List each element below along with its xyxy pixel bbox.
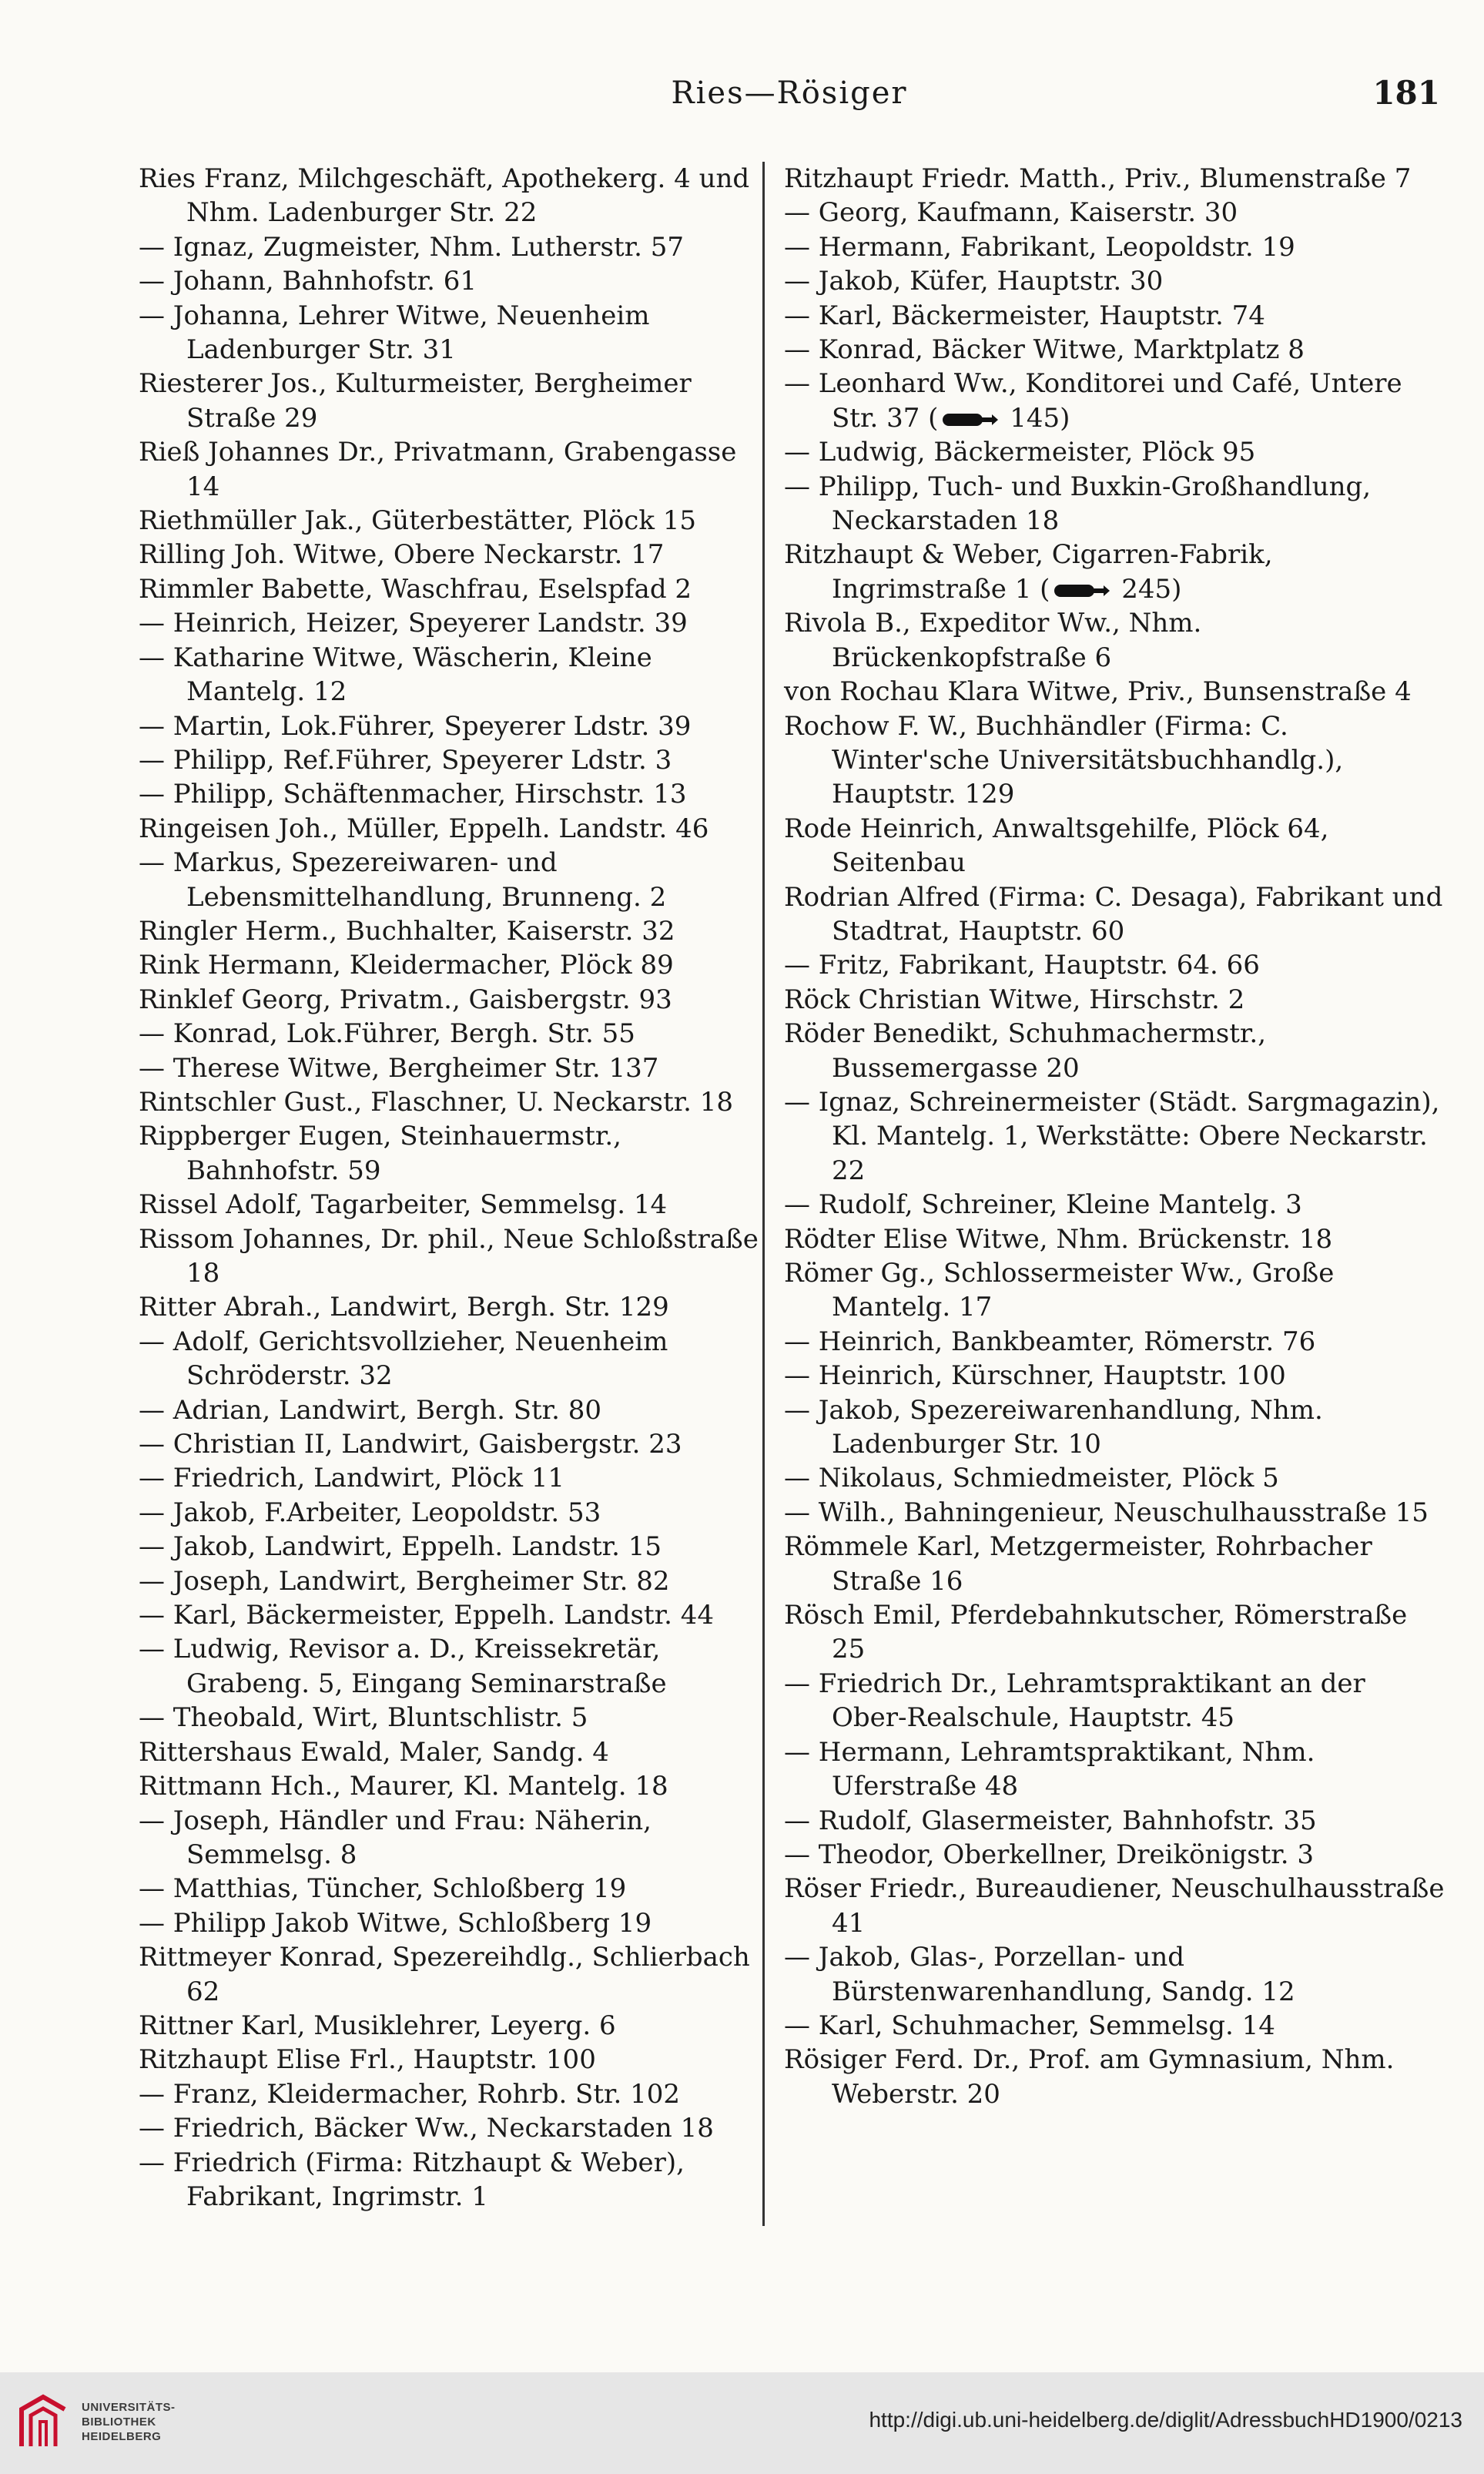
- entry-text-closing: ): [1060, 402, 1070, 434]
- directory-entry: Ritter Abrah., Landwirt, Bergh. Str. 129: [139, 1292, 669, 1323]
- entry-text: — Friedrich Dr., Lehramtspraktikant an der Ober-Realschule, Hauptstr. 45: [784, 1668, 1365, 1734]
- directory-entry: [784, 1085, 1446, 1188]
- directory-entry: — Katharine Witwe, Wäscherin, Kleine Mantelg. 12: [139, 642, 652, 708]
- directory-entry: — Ludwig, Revisor a. D., Kreissekretär, Grabeng. 5, Eingang Seminarstraße: [139, 1634, 667, 1699]
- directory-entry: — Franz, Kleidermacher, Rohrb. Str. 102: [139, 2078, 681, 2110]
- directory-entry: [784, 367, 1446, 435]
- directory-entry: Rintschler Gust., Flaschner, U. Neckarstr. 18: [139, 1086, 734, 1118]
- directory-entry: Rieß Johannes Dr., Privatmann, Grabengasse 14: [139, 437, 737, 502]
- directory-entry: [784, 1530, 1446, 1598]
- directory-entry: Rilling Joh. Witwe, Obere Neckarstr. 17: [139, 539, 665, 571]
- directory-entry: Riesterer Jos., Kulturmeister, Bergheimer Straße 29: [139, 368, 692, 434]
- running-head: Ries—Rösiger: [671, 75, 908, 111]
- entry-text: — Fritz, Fabrikant, Hauptstr. 64. 66: [784, 950, 1260, 981]
- entry-text: — Georg, Kaufmann, Kaiserstr. 30: [784, 197, 1238, 229]
- directory-entry: [784, 1461, 1446, 1495]
- directory-entry: [784, 1667, 1446, 1735]
- entry-text: — Karl, Bäckermeister, Hauptstr. 74: [784, 300, 1265, 331]
- directory-entry: [784, 2043, 1446, 2111]
- directory-entry: [784, 1838, 1446, 1872]
- directory-entry: [784, 1222, 1446, 1256]
- directory-entry: [784, 675, 1446, 709]
- directory-entry: — Joseph, Landwirt, Bergheimer Str. 82: [139, 1565, 670, 1597]
- entry-text: Rödter Elise Witwe, Nhm. Brückenstr. 18: [784, 1223, 1333, 1255]
- directory-entry: [784, 470, 1446, 538]
- entry-text: Rode Heinrich, Anwaltsgehilfe, Plöck 64, Seitenbau: [784, 813, 1329, 879]
- directory-entry: — Johanna, Lehrer Witwe, Neuenheim Ladenburger Str. 31: [139, 300, 650, 366]
- directory-entry: [784, 264, 1446, 298]
- directory-entry: Rissel Adolf, Tagarbeiter, Semmelsg. 14: [139, 1189, 668, 1221]
- directory-entry: Rink Hermann, Kleidermacher, Plöck 89: [139, 950, 674, 981]
- directory-entry: [784, 1393, 1446, 1462]
- directory-entry: [784, 538, 1446, 606]
- entry-text: — Wilh., Bahningenieur, Neuschulhausstraße 15: [784, 1497, 1429, 1528]
- entry-text: Römer Gg., Schlossermeister Ww., Große Mantelg. 17: [784, 1258, 1335, 1323]
- directory-entry: Ries Franz, Milchgeschäft, Apothekerg. 4 und Nhm. Ladenburger Str. 22: [139, 163, 750, 229]
- library-logo[interactable]: [15, 2392, 193, 2454]
- entry-text: — Hermann, Fabrikant, Leopoldstr. 19: [784, 231, 1295, 263]
- directory-entry: Rinklef Georg, Privatm., Gaisbergstr. 93: [139, 984, 672, 1015]
- library-logo-icon: [15, 2392, 71, 2454]
- directory-entry: — Adrian, Landwirt, Bergh. Str. 80: [139, 1394, 602, 1426]
- directory-entry: [784, 880, 1446, 949]
- left-column: [139, 162, 770, 2214]
- directory-entry: — Theobald, Wirt, Bluntschlistr. 5: [139, 1702, 588, 1734]
- directory-entry: Ringeisen Joh., Müller, Eppelh. Landstr. 46: [139, 813, 709, 844]
- directory-entry: Ringler Herm., Buchhalter, Kaiserstr. 32: [139, 915, 675, 947]
- directory-entry: Rittmeyer Konrad, Spezereihdlg., Schlierbach 62: [139, 1942, 750, 2007]
- page-number: 181: [1372, 74, 1440, 112]
- directory-entry: [784, 435, 1446, 469]
- directory-entry: [784, 1359, 1446, 1393]
- entry-text: Rösiger Ferd. Dr., Prof. am Gymnasium, Nhm. Weberstr. 20: [784, 2044, 1395, 2110]
- entry-text: — Konrad, Bäcker Witwe, Marktplatz 8: [784, 334, 1305, 366]
- entry-text: Röser Friedr., Bureaudiener, Neuschulhausstraße 41: [784, 1873, 1445, 1939]
- entry-text: — Rudolf, Schreiner, Kleine Mantelg. 3: [784, 1189, 1302, 1221]
- entry-text: — Nikolaus, Schmiedmeister, Plöck 5: [784, 1463, 1279, 1494]
- directory-entry: [784, 1496, 1446, 1530]
- phone-number: 245: [1113, 573, 1172, 605]
- directory-entry: [784, 1735, 1446, 1804]
- directory-entry: [784, 1325, 1446, 1359]
- entry-text-closing: ): [1171, 573, 1182, 605]
- directory-entry: Riethmüller Jak., Güterbestätter, Plöck 15: [139, 505, 697, 537]
- entry-text: — Jakob, Glas-, Porzellan- und Bürstenwarenhandlung, Sandg. 12: [784, 1942, 1295, 2007]
- directory-entry: Rittershaus Ewald, Maler, Sandg. 4: [139, 1736, 609, 1768]
- telephone-icon: [940, 410, 1000, 430]
- entry-text: — Jakob, Spezereiwarenhandlung, Nhm. Ladenburger Str. 10: [784, 1394, 1323, 1460]
- directory-entry: — Friedrich, Bäcker Ww., Neckarstaden 18: [139, 2113, 714, 2144]
- directory-entry: — Martin, Lok.Führer, Speyerer Ldstr. 39: [139, 710, 692, 742]
- directory-entry: [784, 983, 1446, 1017]
- directory-entry: — Karl, Bäckermeister, Eppelh. Landstr. 44: [139, 1600, 714, 1631]
- entry-text: Römmele Karl, Metzgermeister, Rohrbacher Straße 16: [784, 1531, 1372, 1597]
- directory-entry: — Matthias, Tüncher, Schloßberg 19: [139, 1873, 627, 1905]
- library-name: [82, 2400, 176, 2444]
- directory-entry: [784, 812, 1446, 880]
- directory-entry: [784, 299, 1446, 333]
- entry-text: Röck Christian Witwe, Hirschstr. 2: [784, 984, 1245, 1015]
- directory-entry: Rittner Karl, Musiklehrer, Leyerg. 6: [139, 2010, 616, 2041]
- entry-text: — Karl, Schuhmacher, Semmelsg. 14: [784, 2010, 1275, 2041]
- column-divider: [762, 162, 765, 2226]
- entry-text: Rivola B., Expeditor Ww., Nhm. Brückenkopfstraße 6: [784, 608, 1202, 673]
- directory-entry: — Joseph, Händler und Frau: Näherin, Semmelsg. 8: [139, 1805, 652, 1870]
- entry-text: Rösch Emil, Pferdebahnkutscher, Römerstraße 25: [784, 1600, 1408, 1665]
- library-name-line: BIBLIOTHEK: [82, 2415, 156, 2429]
- directory-entry: [784, 1940, 1446, 2009]
- directory-entry: — Jakob, F.Arbeiter, Leopoldstr. 53: [139, 1497, 601, 1528]
- entry-text: Ritzhaupt Friedr. Matth., Priv., Blumenstraße 7: [784, 163, 1412, 194]
- entry-text: — Heinrich, Kürschner, Hauptstr. 100: [784, 1360, 1286, 1392]
- entry-text: — Theodor, Oberkellner, Dreikönigstr. 3: [784, 1839, 1314, 1870]
- directory-entry: — Therese Witwe, Bergheimer Str. 137: [139, 1052, 659, 1084]
- entry-text: — Heinrich, Bankbeamter, Römerstr. 76: [784, 1326, 1316, 1357]
- entry-text: — Hermann, Lehramtspraktikant, Nhm. Uferstraße 48: [784, 1736, 1315, 1802]
- directory-entry: Ritzhaupt Elise Frl., Hauptstr. 100: [139, 2044, 596, 2076]
- directory-entry: [784, 333, 1446, 367]
- directory-entry: — Ignaz, Zugmeister, Nhm. Lutherstr. 57: [139, 231, 685, 263]
- directory-entry: [784, 606, 1446, 675]
- directory-entry: — Philipp Jakob Witwe, Schloßberg 19: [139, 1907, 652, 1939]
- library-name-line: HEIDELBERG: [82, 2430, 162, 2443]
- directory-entry: [784, 709, 1446, 812]
- directory-entry: [784, 1188, 1446, 1222]
- telephone-icon: [1051, 581, 1111, 601]
- directory-entry: — Heinrich, Heizer, Speyerer Landstr. 39: [139, 608, 688, 639]
- entry-text: Rodrian Alfred (Firma: C. Desaga), Fabrikant und Stadtrat, Hauptstr. 60: [784, 881, 1443, 947]
- entry-text: — Rudolf, Glasermeister, Bahnhofstr. 35: [784, 1805, 1317, 1836]
- directory-entry: — Johann, Bahnhofstr. 61: [139, 266, 477, 297]
- entry-text: Ritzhaupt & Weber, Cigarren-Fabrik, Ingrimstraße 1 (: [784, 539, 1273, 605]
- directory-entry: [784, 1017, 1446, 1085]
- directory-entry: — Friedrich (Firma: Ritzhaupt & Weber), Fabrikant, Ingrimstr. 1: [139, 2147, 685, 2212]
- directory-entry: — Christian II, Landwirt, Gaisbergstr. 23: [139, 1429, 682, 1460]
- directory-entry: Rittmann Hch., Maurer, Kl. Mantelg. 18: [139, 1771, 668, 1802]
- entry-text: — Jakob, Küfer, Hauptstr. 30: [784, 266, 1164, 297]
- directory-entry: — Konrad, Lok.Führer, Bergh. Str. 55: [139, 1018, 635, 1050]
- directory-entry: [784, 1804, 1446, 1838]
- directory-entry: Rissom Johannes, Dr. phil., Neue Schloßstraße 18: [139, 1223, 759, 1289]
- directory-entry: [784, 2009, 1446, 2043]
- directory-entry: — Markus, Spezereiwaren- und Lebensmittelhandlung, Brunneng. 2: [139, 847, 667, 913]
- directory-entry: — Philipp, Schäftenmacher, Hirschstr. 13: [139, 779, 687, 810]
- entry-text: — Ludwig, Bäckermeister, Plöck 95: [784, 437, 1256, 468]
- directory-entry: — Jakob, Landwirt, Eppelh. Landstr. 15: [139, 1531, 662, 1563]
- directory-entry: [784, 948, 1446, 982]
- directory-entry: [784, 1872, 1446, 1940]
- viewer-footer: [0, 2372, 1484, 2474]
- directory-entry: [784, 230, 1446, 264]
- directory-entry: [784, 1598, 1446, 1667]
- entry-text: Röder Benedikt, Schuhmachermstr., Bussemergasse 20: [784, 1018, 1266, 1084]
- entry-text: — Leonhard Ww., Konditorei und Café, Untere Str. 37 (: [784, 368, 1402, 434]
- entry-text: — Ignaz, Schreinermeister (Städt. Sargmagazin), Kl. Mantelg. 1, Werkstätte: Obere Neckarstr. 22: [784, 1086, 1440, 1186]
- directory-entry: [784, 162, 1446, 196]
- source-url-link[interactable]: http://digi.ub.uni-heidelberg.de/diglit/AdressbuchHD1900/0213: [869, 2408, 1462, 2432]
- directory-entry: — Philipp, Ref.Führer, Speyerer Ldstr. 3: [139, 744, 672, 776]
- entry-text: von Rochau Klara Witwe, Priv., Bunsenstraße 4: [784, 676, 1412, 708]
- directory-entry: — Friedrich, Landwirt, Plöck 11: [139, 1463, 565, 1494]
- right-column: [784, 162, 1446, 2111]
- library-name-line: UNIVERSITÄTS-: [82, 2401, 176, 2414]
- directory-entry: — Adolf, Gerichtsvollzieher, Neuenheim Schröderstr. 32: [139, 1326, 668, 1392]
- directory-entry: Rippberger Eugen, Steinhauermstr., Bahnhofstr. 59: [139, 1121, 621, 1186]
- directory-entry: [784, 196, 1446, 230]
- directory-entry: [784, 1256, 1446, 1325]
- phone-number: 145: [1001, 402, 1060, 434]
- entry-text: Rochow F. W., Buchhändler (Firma: C. Winter'sche Universitätsbuchhandlg.), Hauptstr. 129: [784, 710, 1344, 810]
- entry-text: — Philipp, Tuch- und Buxkin-Großhandlung, Neckarstaden 18: [784, 471, 1372, 537]
- page-header: [139, 69, 1440, 123]
- directory-entry: Rimmler Babette, Waschfrau, Eselspfad 2: [139, 573, 692, 605]
